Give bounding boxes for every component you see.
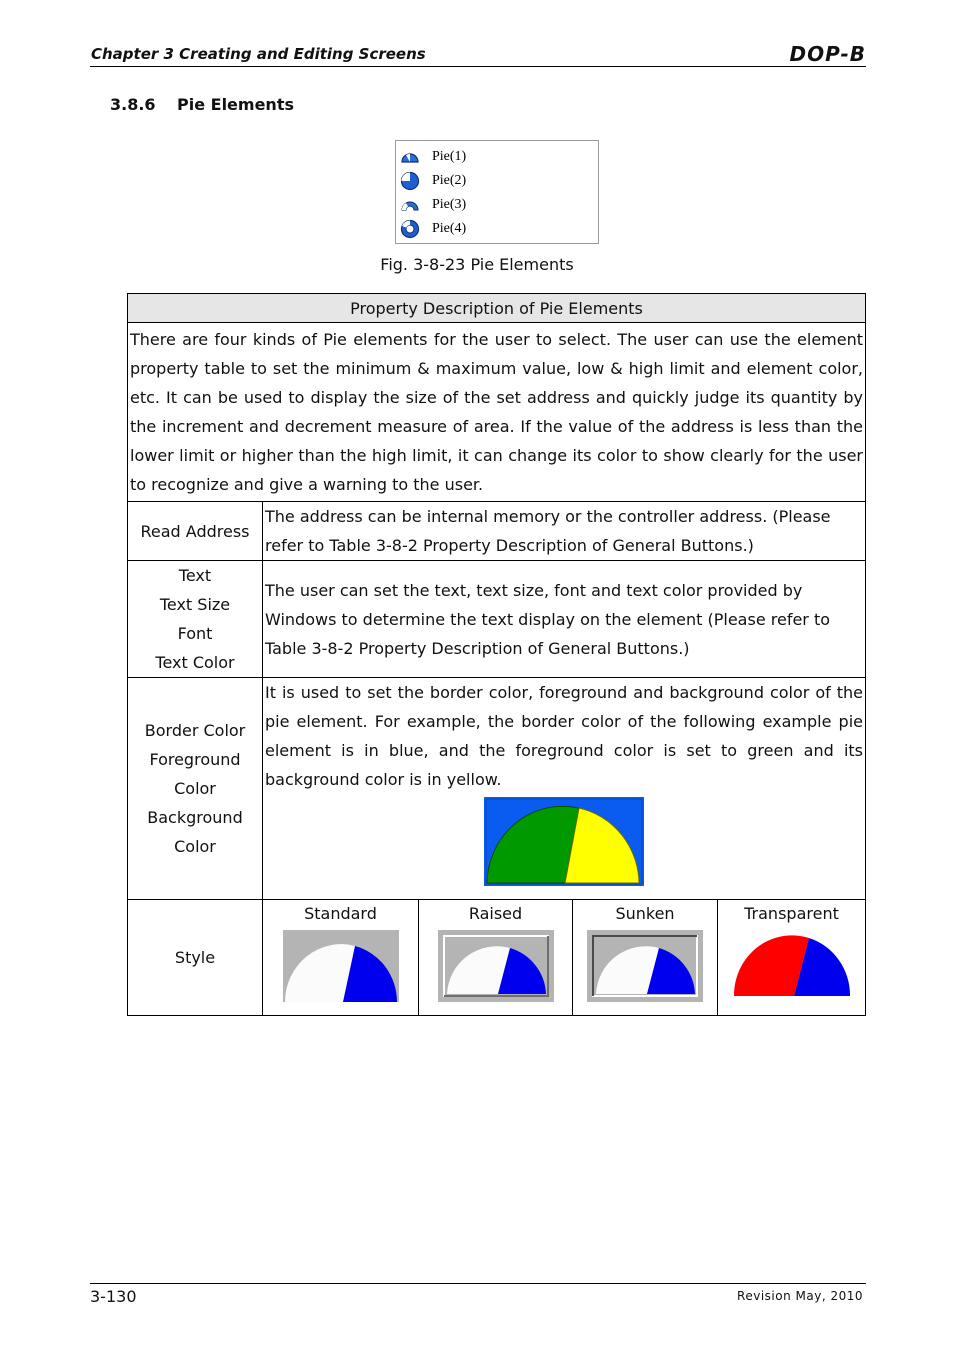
background-color-label: Color — [174, 837, 216, 856]
color-properties-description: It is used to set the border color, foreground and background color of the pie element. For example, the border color of the following example pie element is in blue, and the foreground color is set to green and its background color is in yellow. — [265, 683, 863, 789]
section-heading — [110, 95, 294, 114]
product-logo: DOP-B — [789, 42, 866, 66]
style-raised — [419, 900, 573, 1016]
page-number: 3-130 — [90, 1287, 137, 1306]
style-sunken-label: Sunken — [615, 904, 675, 923]
section-title: Pie Elements — [177, 95, 294, 114]
revision-date: Revision May, 2010 — [737, 1289, 863, 1303]
style-raised-image — [438, 930, 554, 1002]
color-properties-cell — [263, 678, 866, 900]
section-number: 3.8.6 — [110, 95, 156, 114]
border-color-label: Border Color — [144, 721, 246, 740]
pie-list-item[interactable] — [400, 194, 580, 216]
color-example-pie — [484, 797, 644, 886]
page-header — [90, 44, 866, 67]
pie-list-label: Pie(4) — [432, 221, 467, 236]
style-sunken — [573, 900, 718, 1016]
text-label: Text — [178, 566, 212, 585]
style-label: Style — [128, 900, 263, 1016]
property-table — [127, 293, 866, 1016]
text-color-label: Text Color — [155, 653, 235, 672]
pie-ring-icon — [400, 219, 420, 239]
pie-list-item[interactable] — [400, 170, 580, 192]
text-properties-label — [128, 561, 263, 678]
style-transparent-image — [734, 930, 850, 996]
style-sunken-image — [587, 930, 703, 1002]
read-address-label: Read Address — [128, 502, 263, 561]
table-header: Property Description of Pie Elements — [128, 294, 866, 323]
pie-list-label: Pie(2) — [432, 173, 467, 188]
pie-arc-icon — [400, 195, 420, 215]
style-standard-label: Standard — [304, 904, 377, 923]
page-footer — [90, 1283, 866, 1306]
background-label: Background — [147, 808, 243, 827]
text-properties-description: The user can set the text, text size, font and text color provided by Windows to determine the text display on the element (Please refer to Table 3-8-2 Property Description of General Buttons.) — [263, 561, 866, 678]
style-standard-image — [283, 930, 399, 1002]
foreground-label: Foreground — [149, 750, 241, 769]
pie-full-icon — [400, 171, 420, 191]
pie-list-label: Pie(1) — [432, 149, 467, 164]
pie-half-icon — [400, 147, 420, 167]
color-properties-label — [128, 678, 263, 900]
style-raised-label: Raised — [468, 904, 523, 923]
read-address-description: The address can be internal memory or the controller address. (Please refer to Table 3-8-2 Property Description of General Buttons.) — [263, 502, 866, 561]
pie-list-item[interactable] — [400, 218, 580, 240]
style-standard — [263, 900, 419, 1016]
chapter-title: Chapter 3 Creating and Editing Screens — [91, 45, 426, 63]
style-transparent — [718, 900, 866, 1016]
pie-list-item[interactable] — [400, 146, 580, 168]
table-intro: There are four kinds of Pie elements for the user to select. The user can use the element property table to set the minimum & maximum value, low & high limit and element color, etc. It can be used to display the size of the set address and quickly judge its quantity by the increment and decrement measure of area. If the value of the address is less than the lower limit or higher than the high limit, it can change its color to show clearly for the user to recognize and give a warning to the user. — [128, 323, 866, 502]
font-label: Font — [177, 624, 213, 643]
foreground-color-label: Color — [174, 779, 216, 798]
pie-elements-list — [395, 140, 599, 244]
figure-caption: Fig. 3-8-23 Pie Elements — [380, 255, 574, 274]
style-transparent-label: Transparent — [744, 904, 839, 923]
pie-list-label: Pie(3) — [432, 197, 467, 212]
text-size-label: Text Size — [159, 595, 231, 614]
